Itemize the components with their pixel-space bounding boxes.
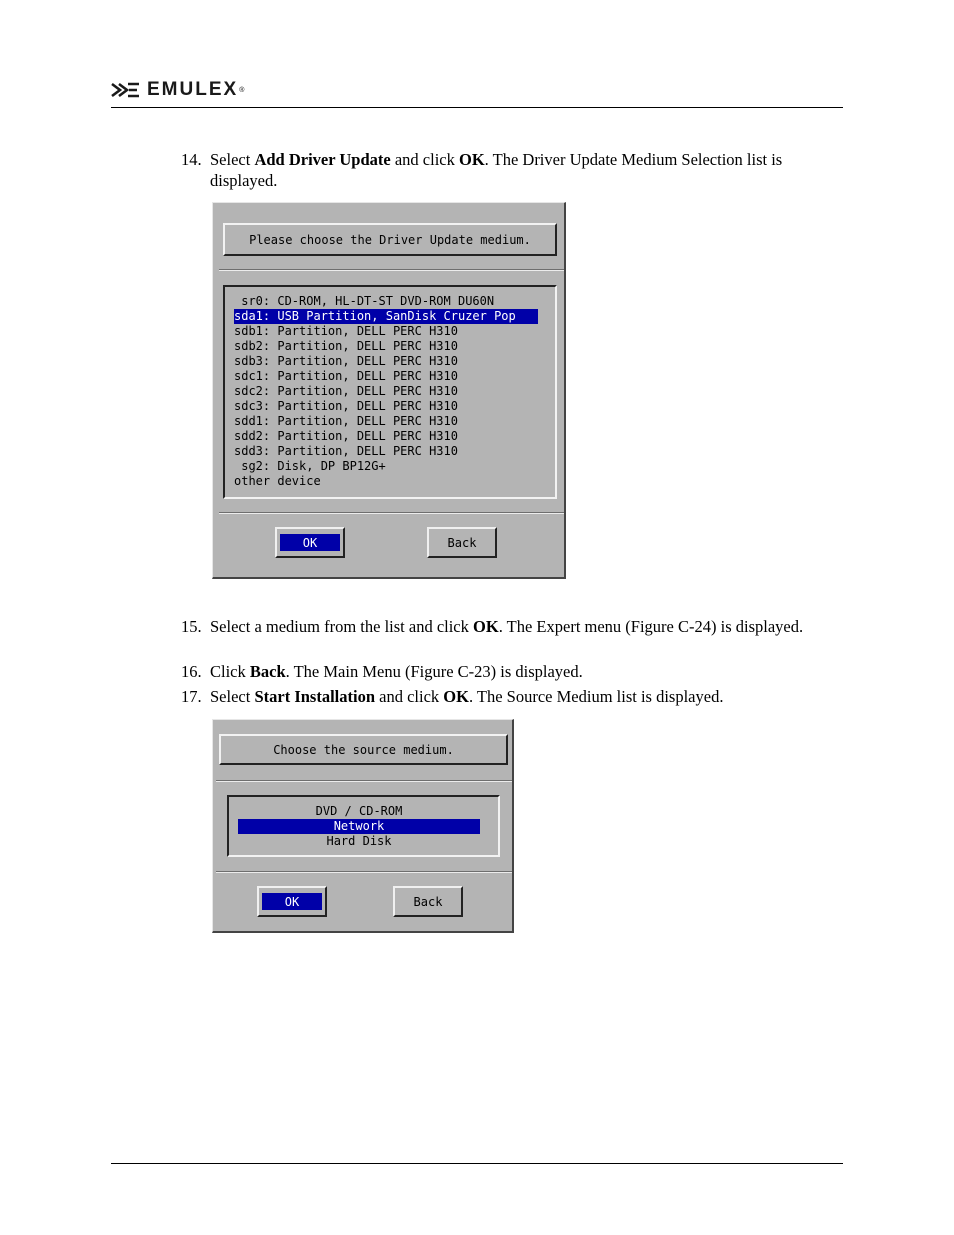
list-item[interactable]: sdc1: Partition, DELL PERC H310 bbox=[234, 369, 458, 383]
dialog-title: Choose the source medium. bbox=[273, 742, 454, 757]
separator bbox=[216, 780, 512, 782]
step-number: 14. bbox=[181, 150, 202, 169]
emulex-logo-icon bbox=[111, 82, 141, 98]
step-15 bbox=[181, 616, 841, 637]
list-item[interactable]: sdb1: Partition, DELL PERC H310 bbox=[234, 324, 458, 338]
list-item[interactable]: sdb2: Partition, DELL PERC H310 bbox=[234, 339, 458, 353]
ok-button[interactable]: OK bbox=[275, 527, 345, 558]
header-rule bbox=[111, 107, 843, 108]
step-number: 17. bbox=[181, 687, 202, 706]
back-button[interactable]: Back bbox=[427, 527, 497, 558]
step-16 bbox=[181, 661, 841, 682]
list-item[interactable]: sg2: Disk, DP BP12G+ bbox=[234, 459, 386, 473]
step-14 bbox=[181, 149, 841, 191]
list-item[interactable]: other device bbox=[234, 474, 321, 488]
list-item[interactable]: sdd1: Partition, DELL PERC H310 bbox=[234, 414, 458, 428]
emulex-logo bbox=[111, 80, 244, 100]
list-item[interactable]: DVD / CD-ROM bbox=[315, 804, 403, 818]
step-17 bbox=[181, 686, 841, 707]
list-item[interactable]: sdc2: Partition, DELL PERC H310 bbox=[234, 384, 458, 398]
footer-rule bbox=[111, 1163, 843, 1164]
source-medium-dialog bbox=[212, 719, 514, 933]
driver-update-dialog bbox=[212, 202, 566, 579]
separator bbox=[219, 512, 564, 514]
medium-list[interactable] bbox=[223, 285, 557, 499]
list-item[interactable]: sdc3: Partition, DELL PERC H310 bbox=[234, 399, 458, 413]
list-item[interactable]: sr0: CD-ROM, HL-DT-ST DVD-ROM DU60N bbox=[234, 294, 495, 308]
ok-button[interactable]: OK bbox=[257, 886, 327, 917]
source-list[interactable] bbox=[227, 795, 500, 857]
trademark: ® bbox=[239, 86, 245, 94]
step-text: Select a medium from the list and click OK. The Expert menu (Figure C-24) is displayed. bbox=[210, 617, 804, 636]
list-item[interactable]: Hard Disk bbox=[326, 834, 392, 848]
dialog-title-box bbox=[219, 734, 508, 765]
step-text: Select Add Driver Update and click OK. The Driver Update Medium Selection list is displayed. bbox=[210, 150, 783, 190]
list-item[interactable]: sdd3: Partition, DELL PERC H310 bbox=[234, 444, 458, 458]
step-number: 16. bbox=[181, 662, 202, 681]
separator bbox=[216, 871, 512, 873]
list-item[interactable]: sdd2: Partition, DELL PERC H310 bbox=[234, 429, 458, 443]
brand-name: EMULEX bbox=[147, 79, 239, 100]
dialog-title: Please choose the Driver Update medium. bbox=[249, 232, 531, 247]
back-button[interactable]: Back bbox=[393, 886, 463, 917]
step-number: 15. bbox=[181, 617, 202, 636]
list-item-selected[interactable]: Network bbox=[238, 819, 480, 834]
dialog-title-box bbox=[223, 223, 557, 256]
step-text: Click Back. The Main Menu (Figure C-23) is displayed. bbox=[210, 662, 583, 681]
list-item[interactable]: sdb3: Partition, DELL PERC H310 bbox=[234, 354, 458, 368]
list-item-selected[interactable]: sda1: USB Partition, SanDisk Cruzer Pop bbox=[234, 309, 538, 324]
separator bbox=[219, 269, 564, 271]
step-text: Select Start Installation and click OK. The Source Medium list is displayed. bbox=[210, 687, 724, 706]
